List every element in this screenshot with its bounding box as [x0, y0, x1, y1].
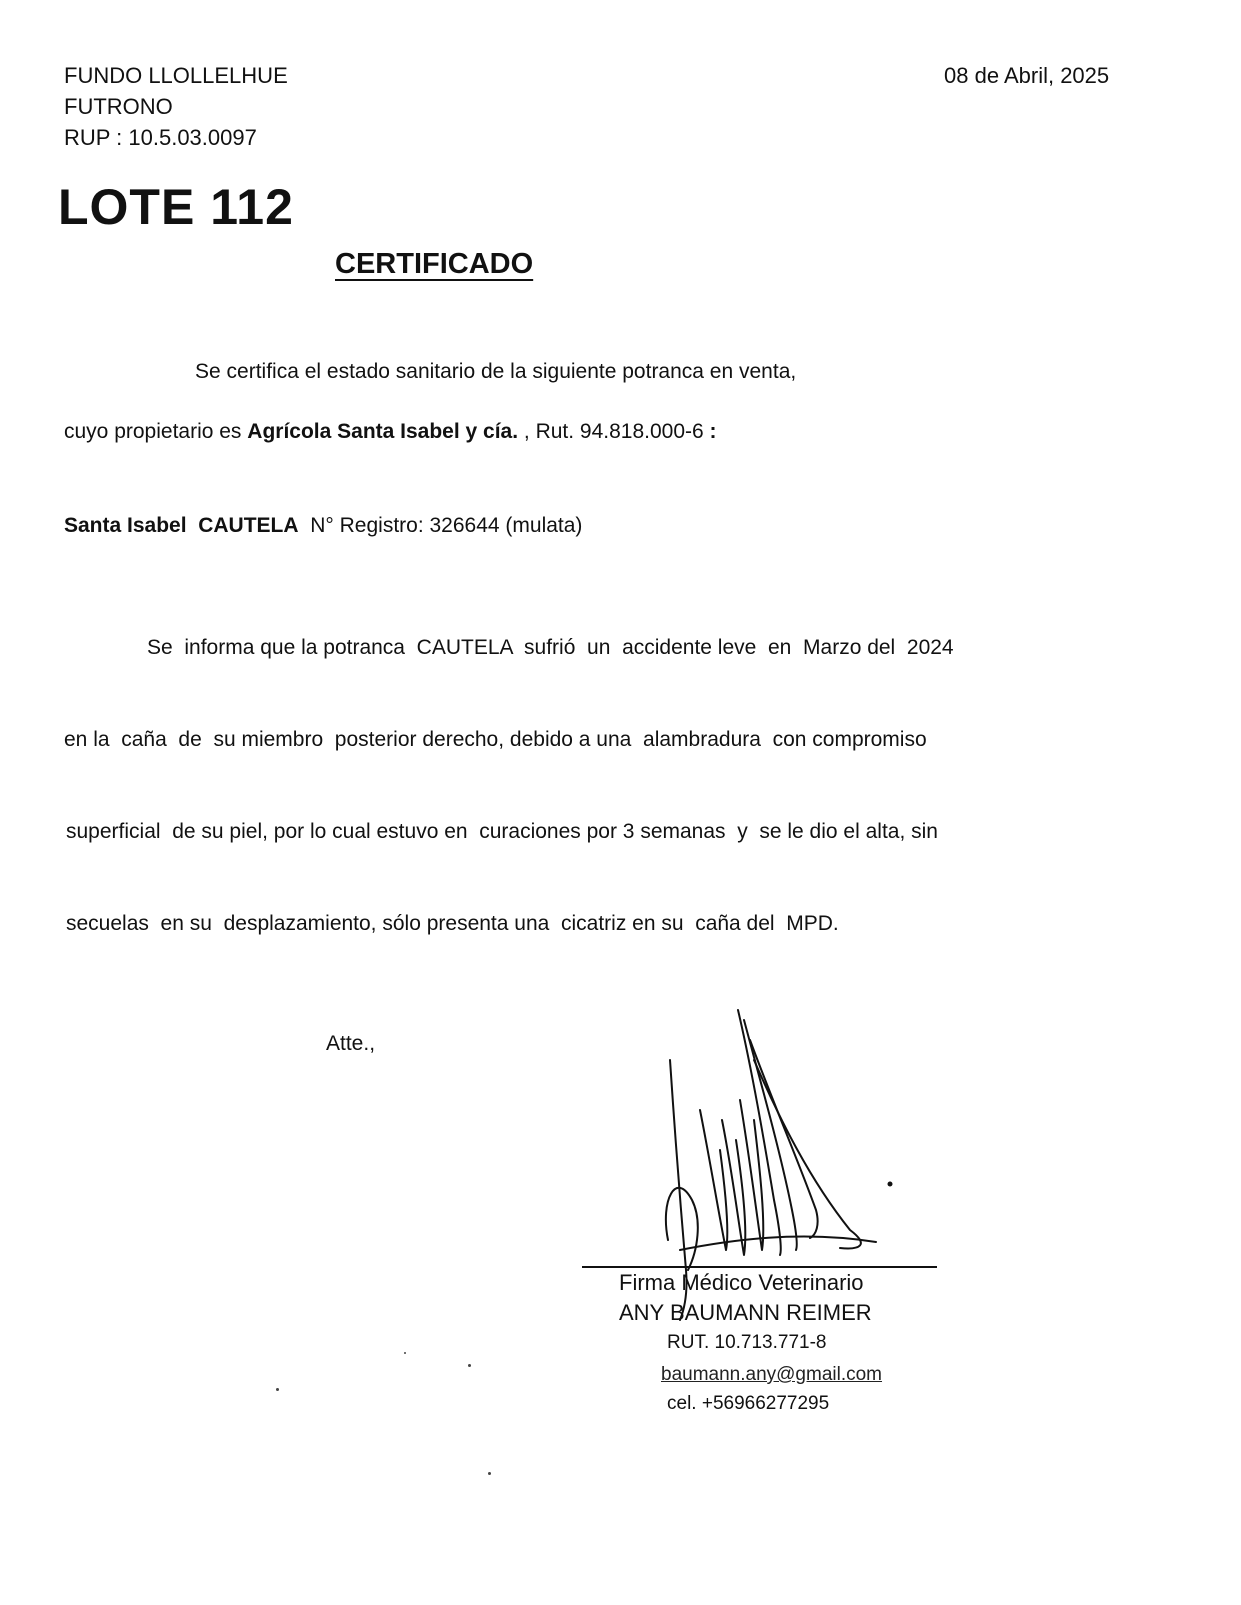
intro-line-1: Se certifica el estado sanitario de la siguiente potranca en venta,	[195, 360, 797, 383]
estate-rup: RUP : 10.5.03.0097	[64, 125, 257, 150]
signer-phone: cel. +56966277295	[667, 1393, 830, 1414]
horse-registry: N° Registro: 326644 (mulata)	[310, 514, 583, 537]
estate-location: FUTRONO	[64, 94, 173, 119]
scan-speck	[404, 1352, 406, 1354]
scan-speck	[468, 1364, 471, 1367]
horse-name: Santa Isabel CAUTELA	[64, 514, 299, 537]
report-line-3: superficial de su piel, por lo cual estuvo en curaciones por 3 semanas y se le dio el alta, sin	[66, 820, 938, 843]
signer-name: ANY BAUMANN REIMER	[619, 1300, 872, 1325]
document-date: 08 de Abril, 2025	[944, 63, 1110, 88]
report-line-4: secuelas en su desplazamiento, sólo presenta una cicatriz en su caña del MPD.	[66, 912, 839, 935]
signer-email[interactable]: baumann.any@gmail.com	[661, 1364, 883, 1385]
owner-name: Agrícola Santa Isabel y cía.	[247, 420, 519, 443]
owner-rut: , Rut. 94.818.000-6	[518, 420, 710, 443]
certificate-title: CERTIFICADO	[335, 248, 534, 280]
scan-speck	[488, 1472, 491, 1475]
scan-speck	[276, 1388, 279, 1391]
report-line-2: en la caña de su miembro posterior derecho, debido a una alambradura con compromiso	[64, 728, 927, 751]
signer-rut: RUT. 10.713.771-8	[667, 1332, 827, 1353]
horse-line	[64, 514, 582, 538]
report-line-1: Se informa que la potranca CAUTELA sufrió un accidente leve en Marzo del 2024	[147, 636, 954, 659]
intro-prefix: cuyo propietario es	[64, 420, 248, 443]
closing-salutation: Atte.,	[326, 1032, 376, 1055]
signer-role: Firma Médico Veterinario	[619, 1270, 864, 1295]
estate-name: FUNDO LLOLLELHUE	[64, 63, 288, 88]
lot-number: LOTE 112	[58, 179, 294, 235]
intro-colon: :	[709, 420, 717, 443]
signature-line	[582, 1266, 937, 1268]
intro-line-2	[64, 420, 717, 444]
